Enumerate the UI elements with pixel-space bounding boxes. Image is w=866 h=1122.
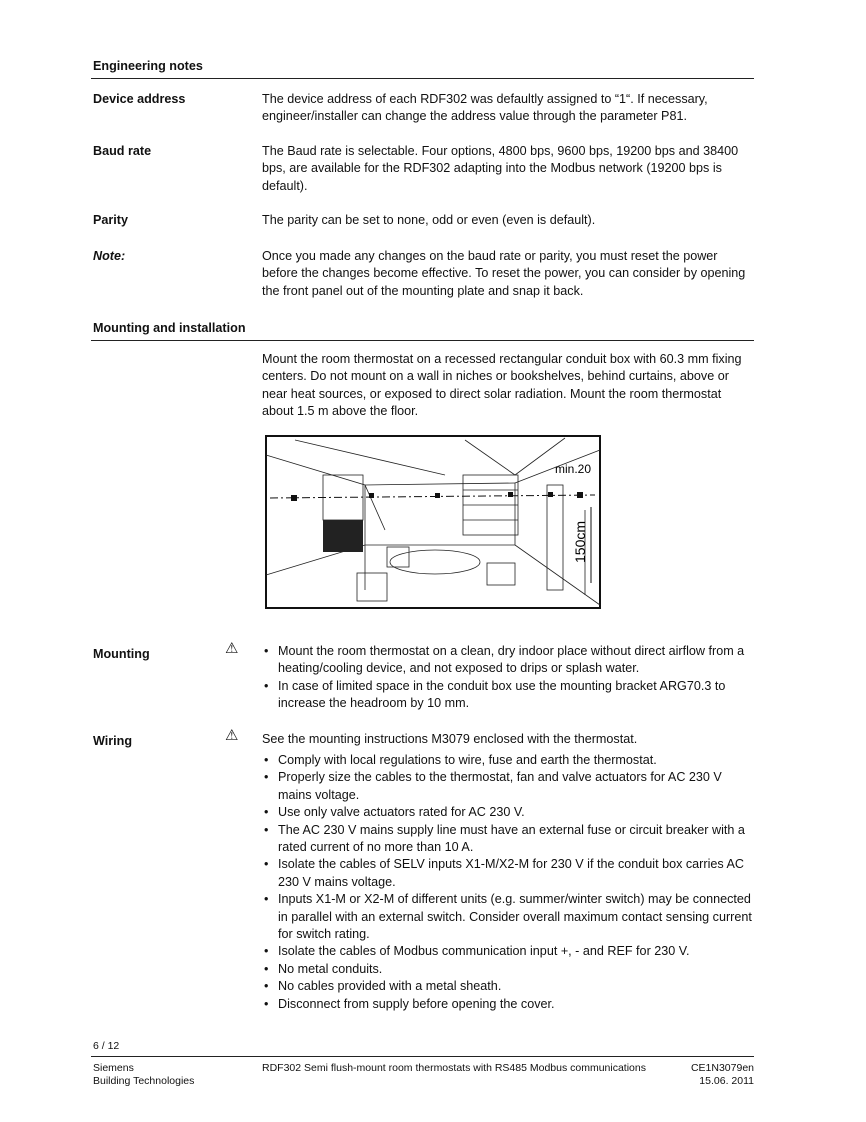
list-item: • Mount the room thermostat on a clean, dry indoor place without direct airflow from a heating/cooling device, and not exposed to drips or splash water. (262, 643, 754, 678)
list-item: • No cables provided with a metal sheath. (262, 978, 754, 995)
list-item: • Isolate the cables of SELV inputs X1-M/X2-M for 230 V if the conduit box carries AC 230 V mains voltage. (262, 856, 754, 891)
list-item: • No metal conduits. (262, 961, 754, 978)
label-wiring: Wiring (93, 734, 133, 748)
room-mounting-illustration (265, 435, 601, 609)
list-item: • Comply with local regulations to wire, fuse and earth the thermostat. (262, 752, 754, 769)
footer-company: Siemens (93, 1062, 134, 1074)
footer-title: RDF302 Semi flush-mount room thermostats with RS485 Modbus communications (262, 1062, 646, 1074)
warning-triangle-icon: ⚠ (225, 640, 239, 657)
min-distance-label: min.20 (555, 462, 592, 476)
mounting-intro: Mount the room thermostat on a recessed rectangular conduit box with 60.3 mm fixing centers. Do not mount on a wall in niches or bookshelves, behind curtains, above or near heat sources, or exposed to direct solar radiation. Mount the room thermostat about 1.5 m above the floor. (262, 352, 742, 419)
label-device-address: Device address (93, 92, 186, 106)
height-label: 150cm (572, 520, 588, 563)
text-device-address: The device address of each RDF302 was defaultly assigned to “1“. If necessary, engineer/installer can change the address value through the parameter P81. (262, 92, 708, 124)
text-baud-rate: The Baud rate is selectable. Four options, 4800 bps, 9600 bps, 19200 bps and 38400 bps, are available for the RDF302 adapting into the Modbus network (19200 bps is default). (262, 144, 739, 193)
text-note: Once you made any changes on the baud rate or parity, you must reset the power before the changes become effective. To reset the power, you can consider by opening the front panel out of the mounting plate and snap it back. (262, 249, 746, 298)
list-item: • Inputs X1-M or X2-M of different units (e.g. summer/winter switch) may be connected in parallel with an external switch. Consider overall maximum contact sensing current for switch rating. (262, 891, 754, 943)
list-item: • Isolate the cables of Modbus communication input +, - and REF for 230 V. (262, 943, 754, 960)
section-heading-engineering-notes: Engineering notes (93, 59, 203, 73)
text-parity: The parity can be set to none, odd or even (even is default). (262, 213, 596, 227)
list-item: • Use only valve actuators rated for AC 230 V. (262, 804, 754, 821)
mounting-bullets (262, 643, 754, 713)
footer-doc-id: CE1N3079en (690, 1062, 754, 1074)
warning-triangle-icon: ⚠ (225, 727, 239, 744)
list-item: • Disconnect from supply before opening the cover. (262, 996, 754, 1013)
page-number: 6 / 12 (93, 1040, 120, 1052)
label-baud-rate: Baud rate (93, 144, 152, 158)
list-item: • The AC 230 V mains supply line must have an external fuse or circuit breaker with a rated current of no more than 10 A. (262, 822, 754, 857)
list-item: • Properly size the cables to the thermostat, fan and valve actuators for AC 230 V mains voltage. (262, 769, 754, 804)
footer-division: Building Technologies (93, 1075, 195, 1087)
footer-divider (91, 1056, 754, 1057)
list-item: • In case of limited space in the conduit box use the mounting bracket ARG70.3 to increase the headroom by 10 mm. (262, 678, 754, 713)
label-note: Note: (93, 249, 126, 263)
divider (91, 340, 754, 341)
divider (91, 78, 754, 79)
footer-date: 15.06. 2011 (699, 1075, 754, 1087)
label-mounting: Mounting (93, 647, 150, 661)
wiring-bullets (262, 752, 754, 1013)
section-heading-mounting-installation: Mounting and installation (93, 321, 246, 335)
label-parity: Parity (93, 213, 129, 227)
wiring-intro: See the mounting instructions M3079 enclosed with the thermostat. (262, 732, 638, 746)
